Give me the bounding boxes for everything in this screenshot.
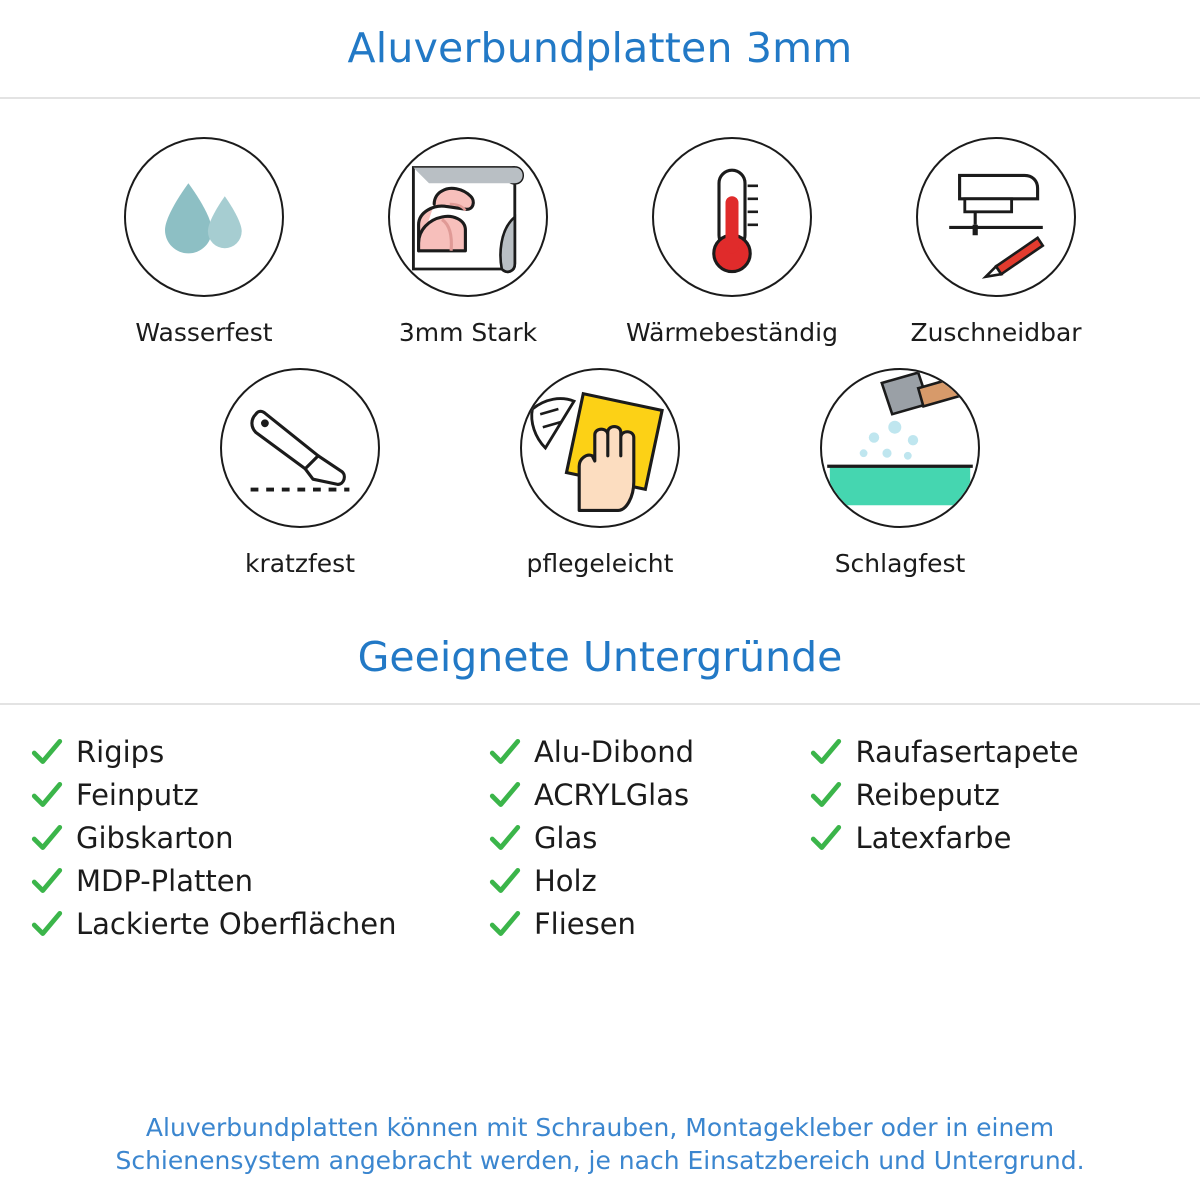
list-item <box>488 903 810 946</box>
list-item <box>488 860 810 903</box>
icon-circle <box>220 368 380 528</box>
list-item <box>809 774 1170 817</box>
list-item-label: Fliesen <box>533 906 636 941</box>
feature-3mm-stark <box>336 137 600 348</box>
title-block <box>0 0 1200 71</box>
list-item <box>30 860 488 903</box>
list-item <box>30 903 488 946</box>
feature-label: Wasserfest <box>135 318 273 348</box>
water-drops-icon <box>126 139 282 295</box>
list-item-label: ACRYLGlas <box>533 777 690 812</box>
feature-label: Zuschneidbar <box>910 318 1082 348</box>
thermometer-icon <box>654 139 810 295</box>
list-item-label: Alu-Dibond <box>533 734 695 769</box>
list-item <box>809 817 1170 860</box>
list-item-label: Feinputz <box>76 777 199 812</box>
feature-waermebestaendig <box>600 137 864 348</box>
icon-circle <box>652 137 812 297</box>
list-item-label: Raufasertapete <box>855 734 1079 769</box>
page-title: Aluverbundplatten 3mm <box>347 24 853 72</box>
list-item-label: Rigips <box>76 734 165 769</box>
icon-circle <box>124 137 284 297</box>
jigsaw-cutter-icon <box>918 139 1074 295</box>
check-icon <box>30 778 64 812</box>
list-item <box>488 774 810 817</box>
header-divider <box>0 97 1200 99</box>
substrates-title: Geeignete Untergründe <box>357 632 843 681</box>
list-item <box>30 731 488 774</box>
feature-label: pflegeleicht <box>526 548 674 578</box>
icon-circle <box>520 368 680 528</box>
check-icon <box>488 864 522 898</box>
check-icon <box>30 864 64 898</box>
check-icon <box>809 821 843 855</box>
flexed-arm-icon <box>390 139 546 295</box>
substrates-list <box>0 705 1200 946</box>
icon-circle <box>388 137 548 297</box>
feature-grid <box>0 137 1200 579</box>
list-item-label: MDP-Platten <box>76 863 253 898</box>
list-item-label: Glas <box>533 820 598 855</box>
substrates-title-block <box>0 633 1200 681</box>
icon-circle <box>820 368 980 528</box>
check-icon <box>488 907 522 941</box>
footer-note: Aluverbundplatten können mit Schrauben, Montagekleber oder in einem Schienensystem angebracht werden, je nach Einsatzbereich und Untergrund. <box>115 1112 1085 1176</box>
check-icon <box>809 735 843 769</box>
hammer-impact-icon <box>822 370 978 526</box>
check-icon <box>30 907 64 941</box>
list-item <box>809 731 1170 774</box>
check-icon <box>488 735 522 769</box>
list-item-label: Lackierte Oberflächen <box>76 906 397 941</box>
check-icon <box>30 821 64 855</box>
check-icon <box>809 778 843 812</box>
substrates-column-3 <box>809 731 1170 946</box>
check-icon <box>488 821 522 855</box>
feature-pflegeleicht <box>450 368 750 579</box>
feature-label: 3mm Stark <box>398 318 538 348</box>
feature-zuschneidbar <box>864 137 1128 348</box>
feature-row-1 <box>0 137 1200 348</box>
feature-schlagfest <box>750 368 1050 579</box>
check-icon <box>30 735 64 769</box>
list-item <box>488 817 810 860</box>
substrates-column-1 <box>30 731 488 946</box>
list-item <box>30 774 488 817</box>
knife-scratch-icon <box>222 370 378 526</box>
feature-row-2 <box>0 368 1200 579</box>
list-item <box>488 731 810 774</box>
feature-wasserfest <box>72 137 336 348</box>
substrates-column-2 <box>488 731 810 946</box>
feature-label: Wärmebeständig <box>626 318 838 348</box>
icon-circle <box>916 137 1076 297</box>
list-item-label: Reibeputz <box>855 777 1000 812</box>
feature-kratzfest <box>150 368 450 579</box>
list-item <box>30 817 488 860</box>
list-item-label: Holz <box>533 863 597 898</box>
feature-label: kratzfest <box>244 548 355 578</box>
hand-cleaning-cloth-icon <box>522 370 678 526</box>
list-item-label: Latexfarbe <box>855 820 1012 855</box>
list-item-label: Gibskarton <box>76 820 234 855</box>
check-icon <box>488 778 522 812</box>
feature-label: Schlagfest <box>834 548 966 578</box>
